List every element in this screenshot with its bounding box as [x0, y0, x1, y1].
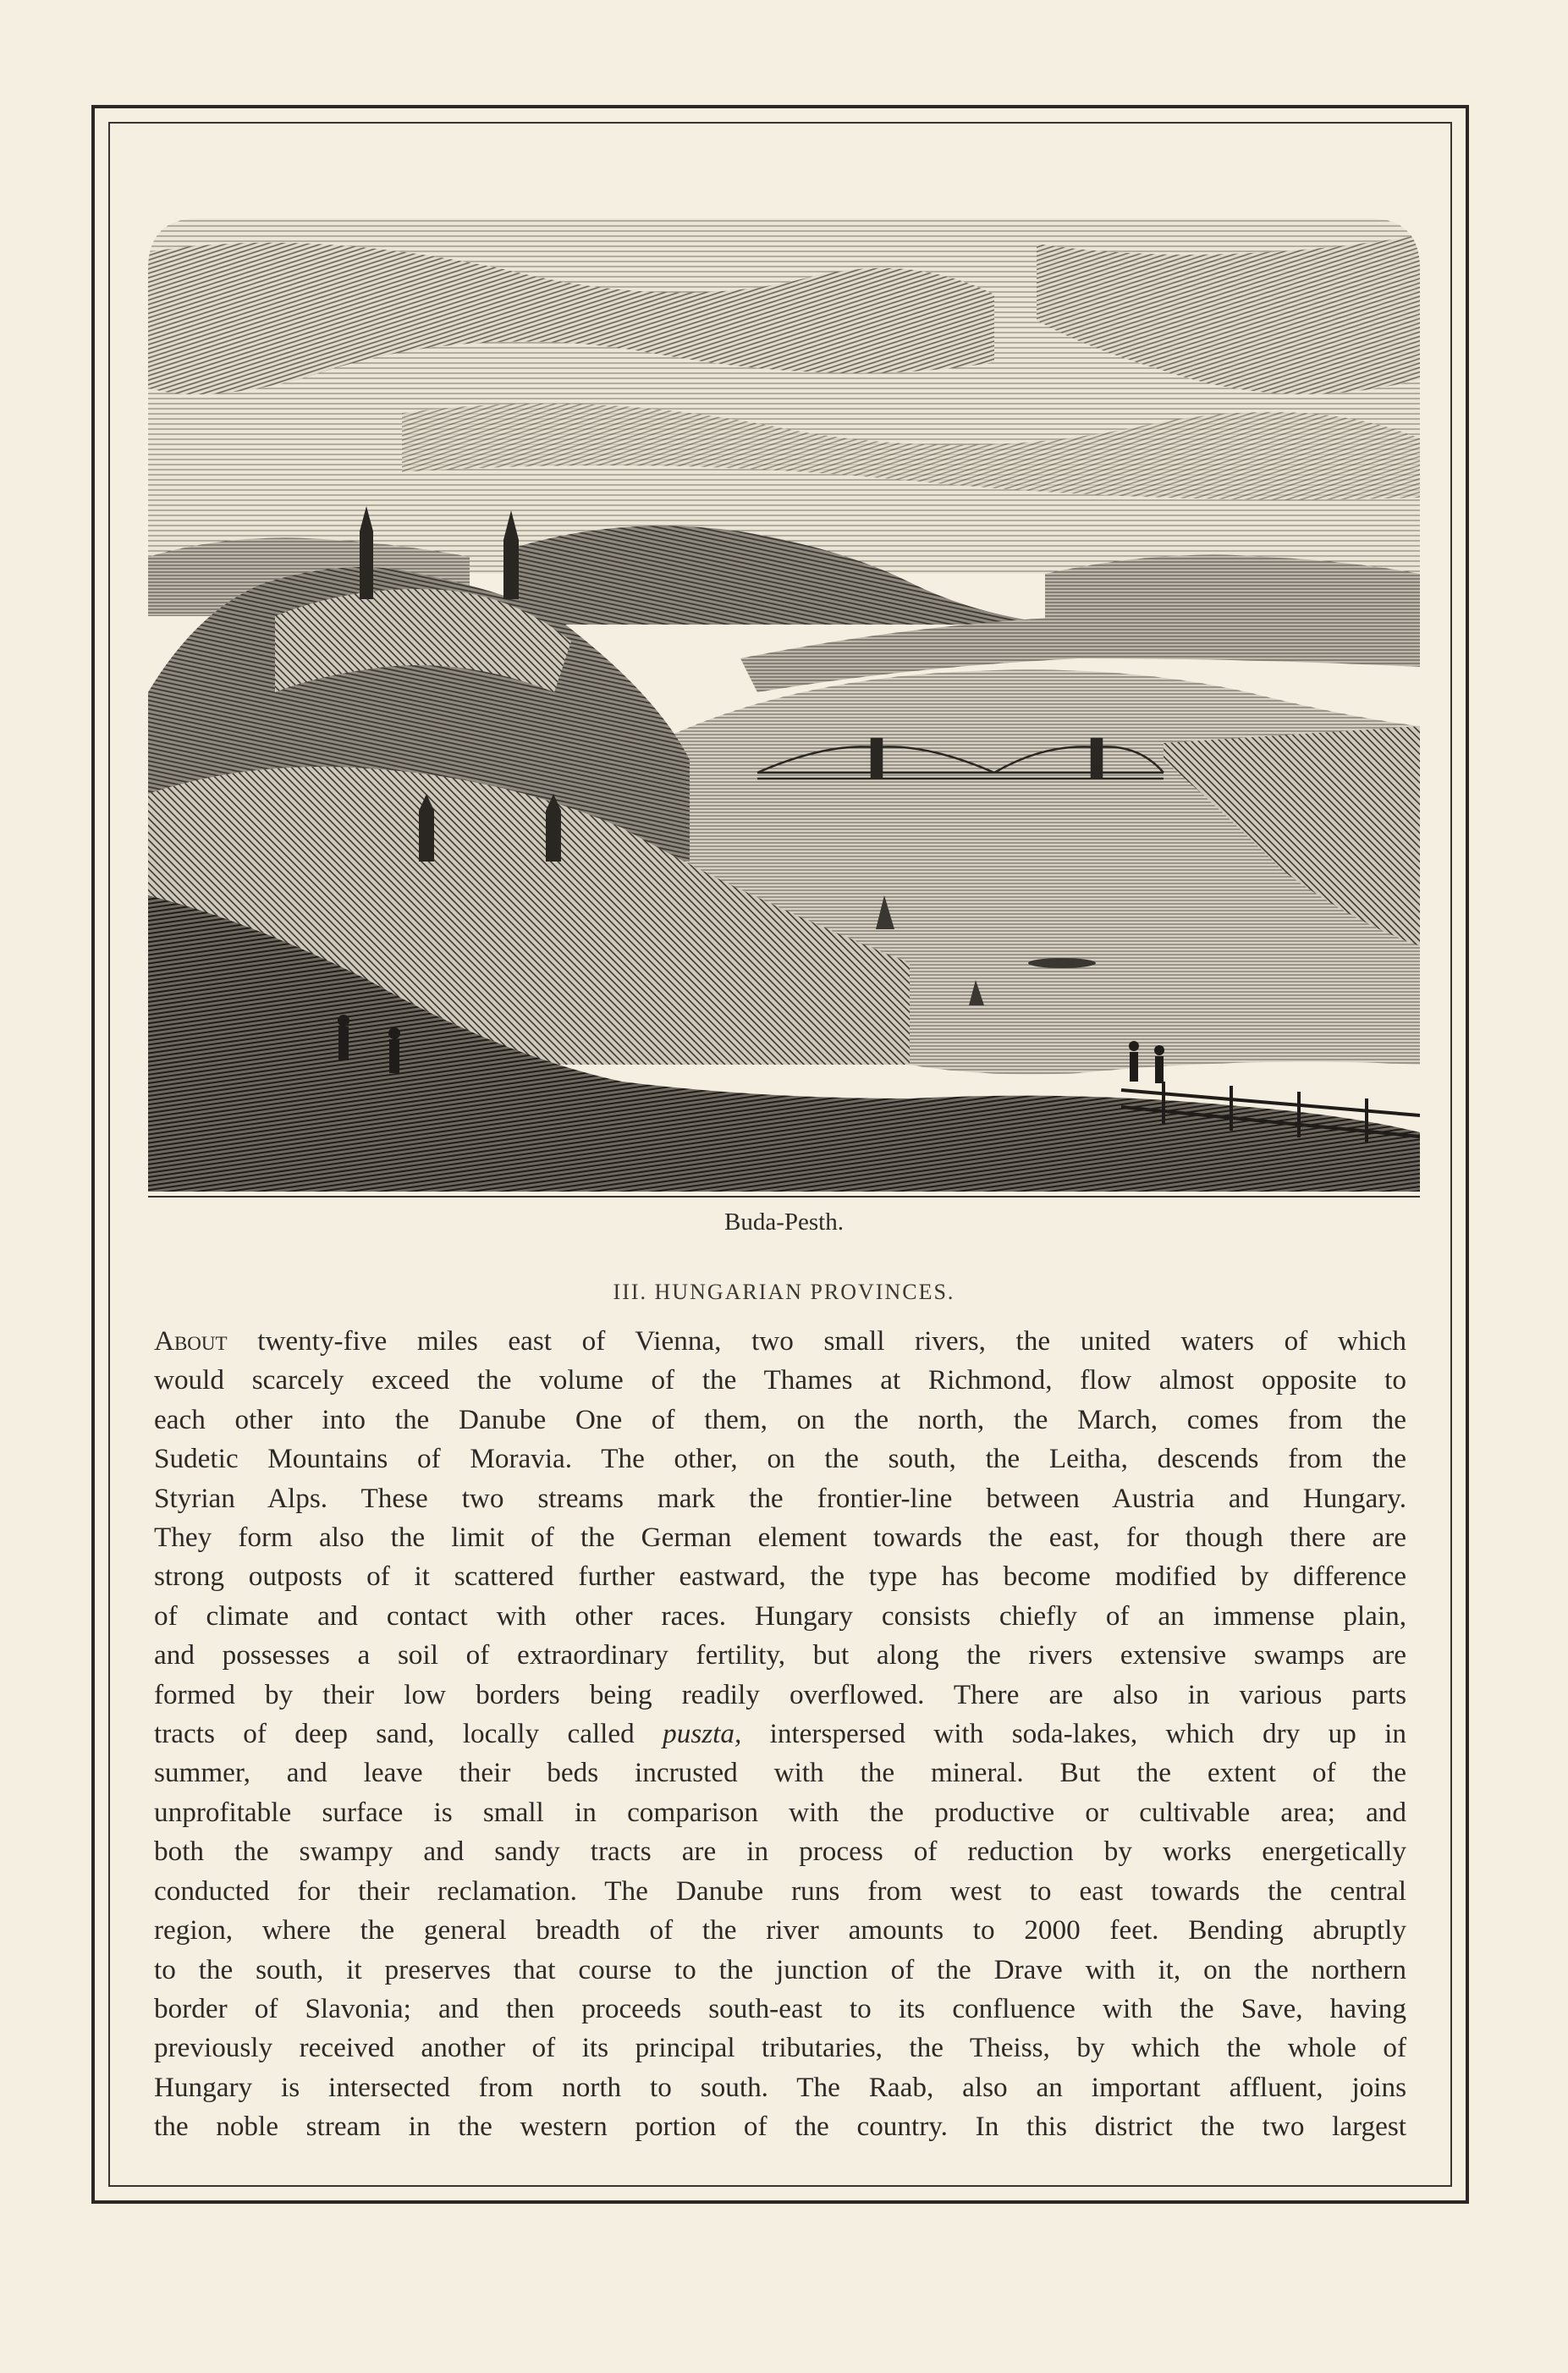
text-line-20: Hungary is intersected from north to south. The Raab, also an important affluent, joins: [154, 2071, 1406, 2103]
text-line-21: the noble stream in the western portion of the country. In this district the two largest: [154, 2111, 1406, 2143]
text-line-2: would scarcely exceed the volume of the Thames at Richmond, flow almost opposite to: [154, 1364, 1406, 1396]
section-title: III. HUNGARIAN PROVINCES.: [613, 1280, 955, 1304]
lead-word: About: [154, 1325, 228, 1357]
text-line-3: each other into the Danube One of them, on the north, the March, comes from the: [154, 1403, 1406, 1435]
puszta-word: puszta,: [663, 1718, 742, 1750]
text-line-8: of climate and contact with other races. Hungary consists chiefly of an immense plain,: [154, 1599, 1406, 1632]
text-line-11-start: tracts of deep sand, locally called: [154, 1718, 663, 1750]
body-paragraph: [154, 1322, 1406, 2147]
caption-rule: [148, 1196, 1420, 1198]
buda-pesth-engraving: [148, 218, 1420, 1192]
text-line-1-rest: twenty-five miles east of Vienna, two small rivers, the united waters of which: [227, 1325, 1406, 1357]
text-line-15: conducted for their reclamation. The Danube runs from west to east towards the central: [154, 1875, 1406, 1907]
text-line-12: summer, and leave their beds incrusted with the mineral. But the extent of the: [154, 1757, 1406, 1789]
text-line-14: both the swampy and sandy tracts are in process of reduction by works energetically: [154, 1836, 1406, 1868]
text-line-11-end: interspersed with soda-lakes, which dry up in: [741, 1718, 1406, 1750]
figure-caption: Buda-Pesth.: [724, 1209, 844, 1236]
text-line-11: [154, 1715, 1406, 1754]
text-line-7: strong outposts of it scattered further eastward, the type has become modified by difference: [154, 1561, 1406, 1593]
text-line-17: to the south, it preserves that course to the junction of the Drave with it, on the northern: [154, 1953, 1406, 1985]
text-line-18: border of Slavonia; and then proceeds south-east to its confluence with the Save, having: [154, 1992, 1406, 2024]
text-line-9: and possesses a soil of extraordinary fertility, but along the rivers extensive swamps are: [154, 1639, 1406, 1671]
text-line-5: Styrian Alps. These two streams mark the frontier-line between Austria and Hungary.: [154, 1482, 1406, 1514]
text-line-13: unprofitable surface is small in comparison with the productive or cultivable area; and: [154, 1796, 1406, 1828]
text-line-16: region, where the general breadth of the river amounts to 2000 feet. Bending abruptly: [154, 1914, 1406, 1946]
text-line-19: previously received another of its principal tributaries, the Theiss, by which the whole of: [154, 2032, 1406, 2064]
text-line-6: They form also the limit of the German element towards the east, for though there are: [154, 1522, 1406, 1554]
text-line-10: formed by their low borders being readily overflowed. There are also in various parts: [154, 1678, 1406, 1710]
text-line-1: [154, 1322, 1406, 1361]
text-line-4: Sudetic Mountains of Moravia. The other, on the south, the Leitha, descends from the: [154, 1443, 1406, 1475]
